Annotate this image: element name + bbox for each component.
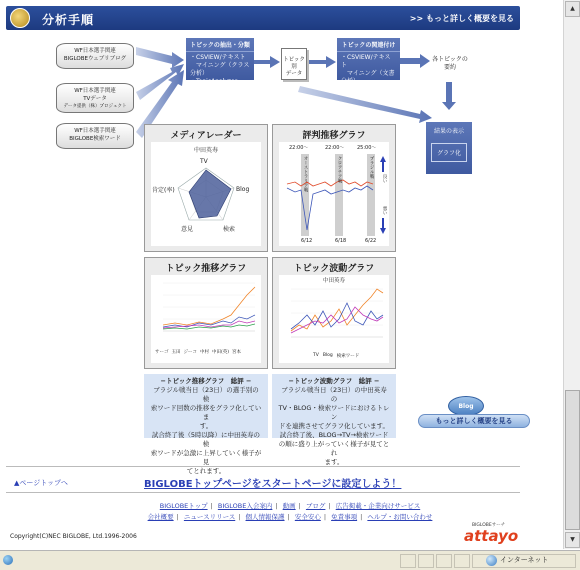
radar-axis-label: 意見 [181,226,194,233]
relation-item: マイニング（文書分析） [341,70,395,85]
topic-trend-title: トピック推移グラフ [165,264,247,274]
footer-links-row2: 会社概要 | ニュースリリース | 個人情報保護 | 安全安心 | 免責事項 | ヘルプ・お問い合わせ [147,513,433,521]
radar-axis-label: 肯定(率) [152,187,175,194]
scroll-up-icon[interactable]: ▲ [565,1,580,17]
legend-item: TV [313,353,319,358]
caption-line: 試合終了後（5時以降）に中田英寿の検 [151,431,261,448]
arrow-5 [308,56,336,68]
more-details-label: もっと詳しく概要を見る [418,414,530,428]
footer-link[interactable]: 安全安心 [294,513,321,521]
relation-item: ・評判分析 [341,86,372,93]
extract-box [186,38,254,85]
wave-line-search [291,289,383,331]
reputation-event: ブラジル戦 [369,156,374,179]
caption-line: 試合終了後、BLOG→TV→検索ワード [279,431,389,439]
footer-link[interactable]: 個人情報保護 [245,513,285,521]
trend-caption [144,374,268,475]
status-bar [0,550,580,570]
reputation-event: クロアチア戦 [337,156,342,183]
radar-panel [144,124,268,252]
topic-data-label: トピック別 [283,57,305,70]
footer-link[interactable]: ブログ [305,502,326,510]
attayo-small-text: BIGLOBEサーチ [472,523,506,528]
reputation-inner [279,142,389,246]
footer-link[interactable]: 動画 [282,502,296,510]
topic-wave-legend [313,353,359,359]
status-cell [454,554,470,568]
caption-line: てとれます。 [186,467,226,475]
footer-link[interactable]: BIGLOBEトップ [159,502,208,510]
reputation-good-label: 良い [382,174,387,183]
caption-line: ブラジル戦当日（23日）の中田英寿の [281,386,387,403]
radar-inner [151,142,261,246]
extract-item: ・CSVIEW/テキスト [190,54,246,61]
status-cell [400,554,416,568]
extract-item: ・TopicAnalyzer [190,78,238,85]
topic-wave-subtitle: 中田英寿 [322,278,345,284]
footer-link[interactable]: ニュースリリース [183,513,236,521]
radar-title: メディアレーダー [170,131,242,141]
topic-wave-inner [279,275,389,363]
extract-title: トピックの抽出・分類 [186,38,254,52]
caption-line: ドを連携させてグラフ化しています。 [279,422,389,430]
arrow-1 [136,47,184,68]
caption-line: す。 [199,422,213,430]
legend-item: Blog [322,353,333,358]
source-label: WF日本選手関連 [74,88,116,94]
divider [6,466,520,467]
footer-link[interactable]: BIGLOBE入会案内 [217,502,273,510]
source-tv [56,83,134,113]
footer-link[interactable]: 広告掲載・企業向けサービス [335,502,421,510]
source-label: WF日本選手関連 [74,48,116,54]
footer-links-row1: BIGLOBEトップ | BIGLOBE入会案内 | 動画 | ブログ | 広告掲載・企業向けサービス [159,502,421,510]
legend-item: 検索ワード [336,354,360,359]
reputation-date: 6/12 [301,238,313,244]
source-label: BIGLOBEウェブリブログ [63,56,127,62]
topic-trend-inner [151,275,261,363]
caption-title: −トピック波動グラフ 総評 − [288,377,380,385]
attayo-logo[interactable] [460,522,526,546]
arrow-6 [400,54,430,68]
section-header [6,6,520,30]
footer-link[interactable]: 免責事項 [331,513,358,521]
legend-item: 宮本 [232,350,242,355]
set-start-page-link[interactable]: BIGLOBEトップページをスタートページに設定しよう！ [144,479,402,490]
radar-axis-label: 検索 [223,226,236,233]
legend-item: 中田(英) [212,350,230,355]
reputation-bad-label: 悪い [382,206,387,215]
reputation-panel [272,124,396,252]
source-label: TVデータ [83,96,107,102]
radar-axis-label: Blog [236,186,250,193]
relation-title: トピックの関連付け [337,38,400,52]
bad-arrow-icon [380,218,386,234]
good-arrow-icon [380,156,386,172]
radar-subtitle: 中田英寿 [193,147,218,154]
reputation-date: 6/22 [365,238,377,244]
logo-icon [10,8,30,28]
summary-label [430,56,470,72]
caption-line: 索ワードが急激に上昇していく様子が見 [150,449,262,466]
reputation-time: 22:00〜 [325,145,345,151]
arrow-4 [254,56,280,68]
divider [6,492,520,493]
scroll-down-icon[interactable]: ▼ [565,532,580,548]
reputation-time: 25:00〜 [357,145,377,151]
zone-label: インターネット [500,556,549,564]
blog-badge-icon: Blog [448,396,484,416]
result-title: 結果の表示 [433,128,464,135]
reputation-line-blue [287,186,373,230]
topic-wave-chart [279,275,389,363]
reputation-line-red [287,180,373,186]
ie-page-icon [3,555,13,565]
relation-box [337,38,400,93]
status-cell [436,554,452,568]
caption-title: −トピック推移グラフ 総評 − [160,377,252,385]
footer-link[interactable]: 会社概要 [147,513,174,521]
status-cell [418,554,434,568]
topic-wave-panel [272,257,396,369]
topic-trend-legend [155,349,259,355]
caption-line: ブラジル戦当日（23日）の選手別の検 [153,386,259,403]
source-blog [56,43,134,69]
caption-line: の順に盛り上がっていく様子が見てとれ [278,440,390,457]
caption-line: TV・BLOG・検索ワードにおけるトレン [278,404,390,421]
wave-caption [272,374,396,466]
summary-text: 要約 [443,64,456,71]
source-label: データ提供（株）プロジェクト [63,104,127,109]
attayo-text: attayo [464,527,519,545]
wave-line-blog [291,307,383,333]
source-search [56,123,134,149]
reputation-event: オーストラリア戦 [303,156,308,192]
topic-data-label: データ [285,71,303,77]
more-details-button[interactable] [418,396,530,434]
graph-button: グラフ化 [431,143,467,162]
legend-item: サーゴ [155,350,169,355]
page-title: 分析手順 [42,13,95,27]
internet-zone-icon [486,555,497,566]
topic-data-doc [281,48,307,80]
caption-line: 索ワード回数の推移をグラフ化していま [150,404,262,421]
radar-axis-label: TV [200,158,208,165]
legend-item: 中村 [200,350,209,355]
source-label: WF日本選手関連 [74,128,116,134]
legend-item: ジーコ [183,350,197,355]
copyright: Copyright(C)NEC BIGLOBE, Ltd.1996-2006 [10,533,137,540]
radar-area [189,170,231,218]
more-details-link[interactable]: >> もっと詳しく概要を見る [409,14,514,23]
extract-item: マイニング（クラス分析） [190,62,250,77]
topic-wave-title: トピック波動グラフ [293,264,375,274]
page-top-link[interactable]: ▲ページトップへ [14,479,68,487]
reputation-date: 6/18 [335,238,347,244]
footer-link[interactable]: ヘルプ・お問い合わせ [367,513,433,521]
vertical-scrollbar[interactable] [563,0,580,549]
caption-line: ます。 [324,458,344,466]
relation-item: ・CSVIEW/テキスト [341,54,391,69]
reputation-title: 評判推移グラフ [302,131,366,141]
arrow-8 [442,82,456,110]
legend-item: 玉田 [171,350,181,355]
reputation-time: 22:00〜 [289,145,309,151]
source-label: BIGLOBE検索ワード [69,136,121,142]
trend-line-nakata [163,287,255,325]
scroll-thumb[interactable] [565,390,580,530]
topic-trend-panel [144,257,268,369]
summary-text: 各トピックの [432,56,468,63]
result-box [426,122,472,174]
